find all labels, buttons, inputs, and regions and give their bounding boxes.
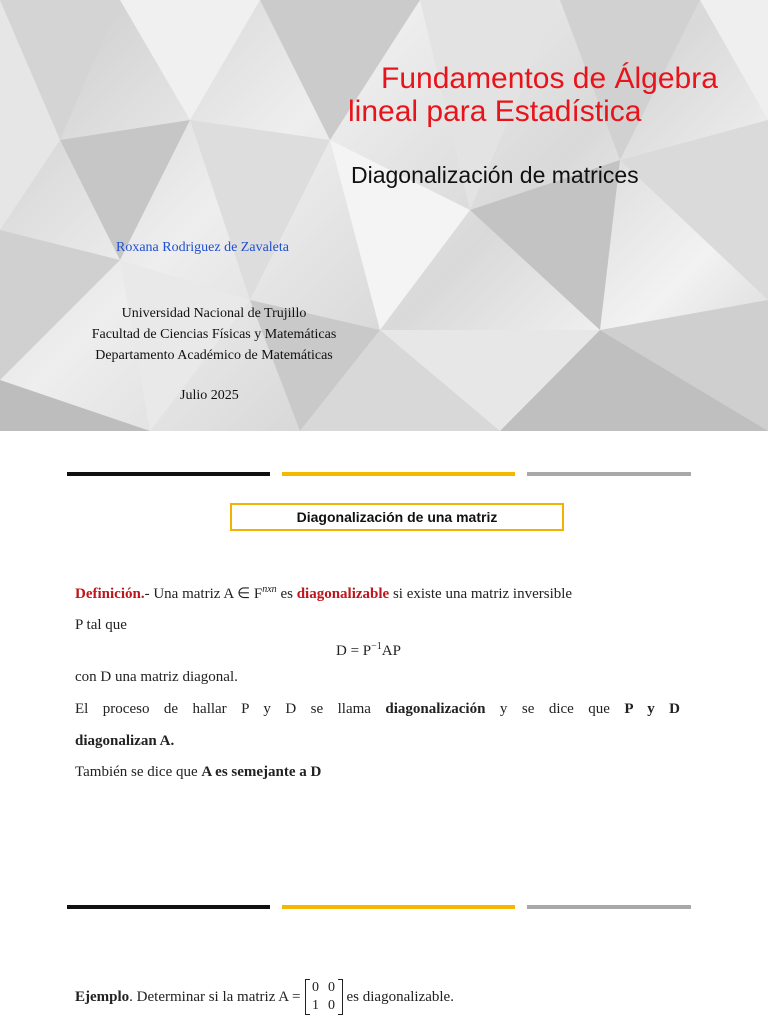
title-line-1: Fundamentos de Álgebra bbox=[381, 62, 718, 95]
definition-line-1: Definición.- Una matriz A ∈ $F^{nxn}$ es diagonalizable si existe una matriz inversible bbox=[75, 584, 573, 602]
title-slide bbox=[0, 0, 768, 431]
matrix-a: 0 0 1 0 bbox=[305, 979, 343, 1015]
definition-line-2: P tal que bbox=[75, 617, 127, 633]
presentation-date: Julio 2025 bbox=[180, 388, 239, 403]
institution-university: Universidad Nacional de Trujillo bbox=[121, 306, 307, 321]
definition-line-6: También se dice que A es semejante a D bbox=[75, 764, 322, 780]
institution-department: Departamento Académico de Matemáticas bbox=[95, 348, 333, 363]
presentation-subtitle: Diagonalización de matrices bbox=[351, 162, 639, 188]
divider-gray bbox=[527, 905, 691, 909]
divider-yellow bbox=[282, 472, 515, 476]
divider-yellow bbox=[282, 905, 515, 909]
definition-line-4: El proceso de hallar P y D se llama diagonalización y se dice que P y D bbox=[75, 701, 680, 717]
definition-label: Definición. bbox=[75, 586, 145, 602]
title-line-2: lineal para Estadística bbox=[348, 95, 642, 128]
divider-black bbox=[67, 472, 270, 476]
example-label: Ejemplo bbox=[75, 988, 130, 1005]
divider-gray bbox=[527, 472, 691, 476]
section-heading: Diagonalización de una matriz bbox=[230, 503, 564, 531]
author-name: Roxana Rodriguez de Zavaleta bbox=[116, 240, 289, 255]
definition-term: diagonalizable bbox=[296, 586, 390, 602]
diagonalization-formula: $D = P^{-1}AP$ bbox=[336, 641, 401, 659]
presentation-title bbox=[348, 62, 758, 128]
institution-faculty: Facultad de Ciencias Físicas y Matemáticas bbox=[91, 327, 337, 342]
definition-line-5: diagonalizan A. bbox=[75, 733, 175, 749]
example-statement: Ejemplo . Determinar si la matriz A = 0 0 1 0 es diagonalizable. bbox=[75, 980, 454, 1013]
definition-line-3: con D una matriz diagonal. bbox=[75, 669, 238, 685]
institution-block bbox=[60, 303, 368, 366]
definition-slide bbox=[0, 431, 768, 901]
divider-black bbox=[67, 905, 270, 909]
example-slide bbox=[0, 901, 768, 1024]
